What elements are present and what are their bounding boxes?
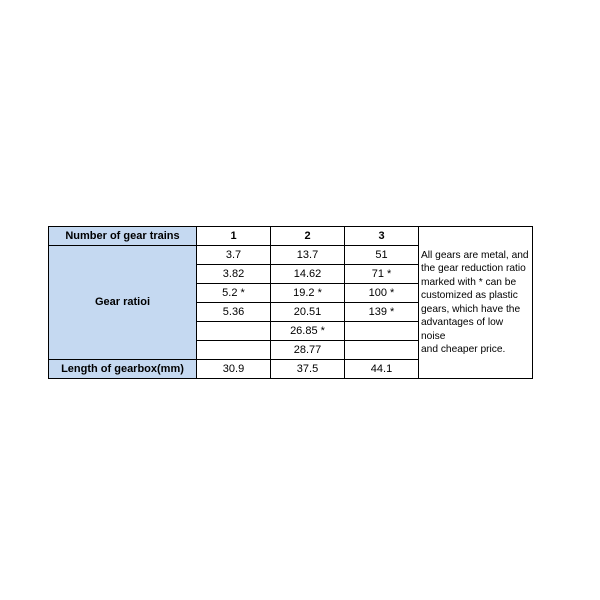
column-header-1: 1 xyxy=(197,227,271,246)
table-cell: 13.7 xyxy=(271,246,345,265)
length-label: Length of gearbox(mm) xyxy=(49,360,197,379)
table-cell: 5.2 * xyxy=(197,284,271,303)
table-cell: 30.9 xyxy=(197,360,271,379)
note-line: customized as plastic xyxy=(421,290,518,301)
gear-specs-table xyxy=(48,226,533,379)
note-line: marked with * can be xyxy=(421,276,517,288)
table-cell: 37.5 xyxy=(271,360,345,379)
note-cell xyxy=(419,227,533,379)
note-line: All gears are metal, and xyxy=(421,249,529,261)
note-line: gears, which have the xyxy=(421,303,521,315)
table-row xyxy=(49,227,533,246)
table-cell: 3.7 xyxy=(197,246,271,265)
header-gear-trains-label: Number of gear trains xyxy=(49,227,197,246)
table-cell xyxy=(197,341,271,360)
table-cell: 51 xyxy=(345,246,419,265)
table-cell: 100 * xyxy=(345,284,419,303)
table-cell: 19.2 * xyxy=(271,284,345,303)
table-cell: 26.85 * xyxy=(271,322,345,341)
gear-ratio-label: Gear ratioi xyxy=(49,246,197,360)
table-cell: 44.1 xyxy=(345,360,419,379)
note-line: and cheaper price. xyxy=(421,344,506,355)
table-cell xyxy=(345,322,419,341)
table-cell xyxy=(345,341,419,360)
note-line: the gear reduction ratio xyxy=(421,263,526,274)
column-header-2: 2 xyxy=(271,227,345,246)
note-line: advantages of low noise xyxy=(421,317,504,342)
table-cell: 5.36 xyxy=(197,303,271,322)
table-cell: 71 * xyxy=(345,265,419,284)
table-cell: 14.62 xyxy=(271,265,345,284)
table-cell: 139 * xyxy=(345,303,419,322)
table-cell: 20.51 xyxy=(271,303,345,322)
table-cell: 28.77 xyxy=(271,341,345,360)
table-cell xyxy=(197,322,271,341)
column-header-3: 3 xyxy=(345,227,419,246)
table-cell: 3.82 xyxy=(197,265,271,284)
